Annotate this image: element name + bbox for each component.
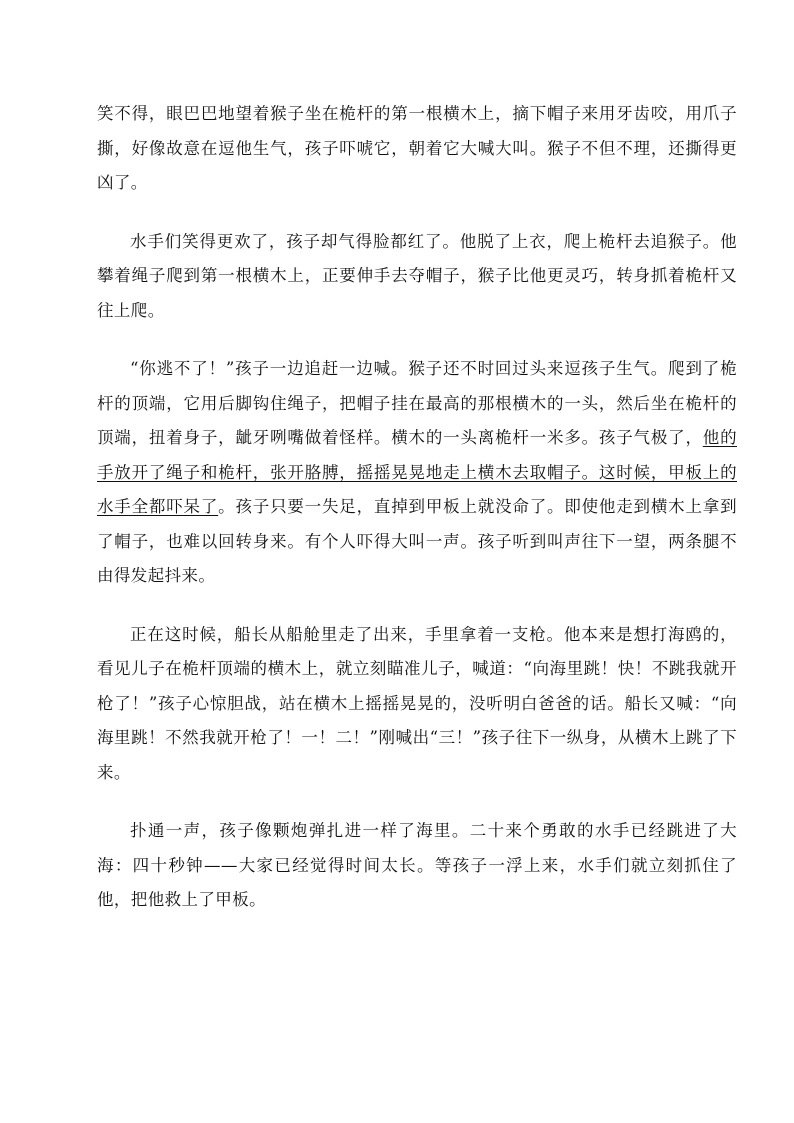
paragraph-4-text: 正在这时候，船长从船舱里走了出来，手里拿着一支枪。他本来是想打海鸥的，看见儿子在桅杆顶端的横木上，就立刻瞄准儿子，喊道：“向海里跳！快！不跳我就开枪了！”孩子心惊胆战，站在横木上摇摇晃晃的，没听明白爸爸的话。船长又喊：“向海里跳！不然我就开枪了！一！二！”刚喊出“三！”孩子往下一纵身，从横木上跳了下来。 (97, 624, 737, 782)
paragraph-1 (97, 97, 737, 201)
paragraph-4 (97, 618, 737, 791)
paragraph-5-text: 扑通一声，孩子像颗炮弹扎进一样了海里。二十来个勇敢的水手已经跳进了大海：四十秒钟——大家已经觉得时间太长。等孩子一浮上来，水手们就立刻抓住了他，把他救上了甲板。 (97, 821, 737, 909)
paragraph-1-text: 笑不得，眼巴巴地望着猴子坐在桅杆的第一根横木上，摘下帽子来用牙齿咬，用爪子撕，好像故意在逗他生气，孩子吓唬它，朝着它大喊大叫。猴子不但不理，还撕得更凶了。 (97, 104, 737, 192)
paragraph-2-text: 水手们笑得更欢了，孩子却气得脸都红了。他脱了上衣，爬上桅杆去追猴子。他攀着绳子爬到第一根横木上，正要伸手去夺帽子，猴子比他更灵巧，转身抓着桅杆又往上爬。 (97, 231, 737, 320)
paragraph-2 (97, 225, 737, 329)
underlined-sentence: 他的手放开了绳子和桅杆，张开胳膊，摇摇晃晃地走上横木去取帽子。这时候，甲板上的水手全都吓呆了 (97, 428, 737, 516)
paragraph-5 (97, 814, 737, 918)
paragraph-3-text-after-underline: 。孩子只要一失足，直掉到甲板上就没命了。即使他走到横木上拿到了帽子，也难以回转身来。有个人吓得大叫一声。孩子听到叫声往下一望，两条腿不由得发起抖来。 (97, 497, 737, 585)
paragraph-3-text-before-underline: “你逃不了！”孩子一边追赶一边喊。猴子还不时回过头来逗孩子生气。爬到了桅杆的顶端，它用后脚钩住绳子，把帽子挂在最高的那根横木的一头，然后坐在桅杆的顶端，扭着身子，龇牙咧嘴做着怪样。横木的一头离桅杆一米多。孩子气极了， (97, 359, 737, 447)
paragraph-3 (97, 352, 737, 594)
document-body (97, 97, 737, 942)
